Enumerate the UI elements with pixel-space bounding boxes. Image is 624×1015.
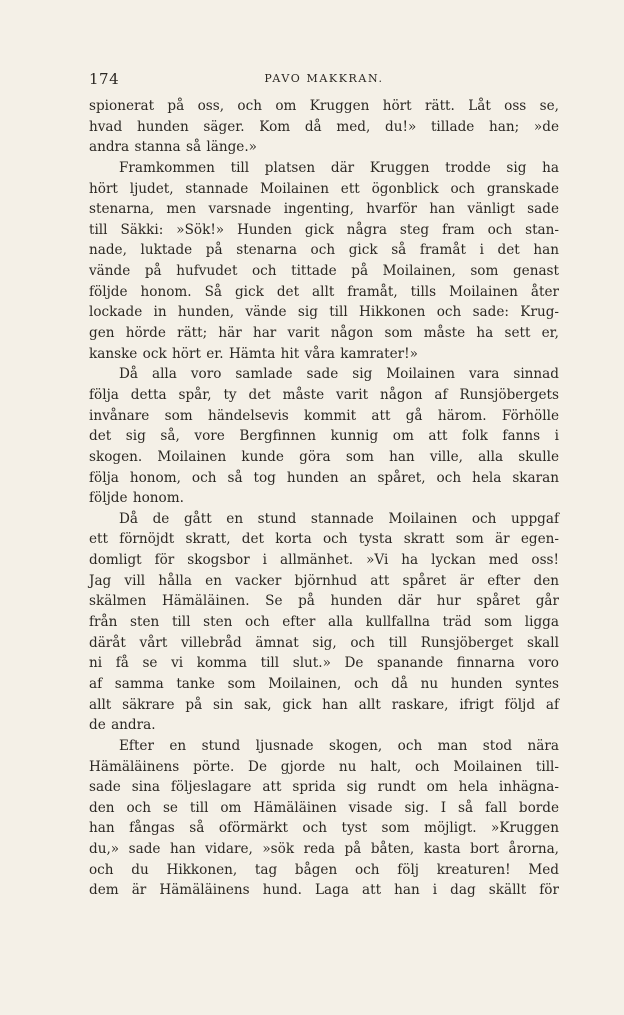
text-line: spionerat på oss, och om Kruggen hört rätt. Låt oss se, [89,98,559,114]
page-number: 174 [89,70,120,88]
text-line: kanske ock hört er. Hämta hit våra kamrater!» [89,345,418,362]
text-line: följde honom. [89,490,184,507]
text-line: vände på hufvudet och tittade på Moilainen, som genast [89,263,559,280]
text-line: från sten till sten och efter alla kullfallna träd som ligga [89,614,559,631]
text-line: Hämäläinens pörte. De gjorde nu halt, och Moilainen till- [89,758,559,775]
body-text [89,96,559,901]
text-line: den och se till om Hämäläinen visade sig. I så fall borde [89,799,559,816]
text-line: domligt för skogsbor i allmänhet. »Vi ha lyckan med oss! [89,552,559,569]
text-line: följa honom, och så tog hunden an spåret, och hela skaran [89,469,559,486]
running-title: PAVO MAKKRAN. [264,72,384,85]
text-line: ett förnöjdt skratt, det korta och tysta skratt som är egen- [89,531,559,548]
text-line: hört ljudet, stannade Moilainen ett ögonblick och granskade [89,180,559,197]
text-line: af samma tanke som Moilainen, och då nu hunden syntes [89,675,559,692]
text-line: hvad hunden säger. Kom då med, du!» tillade han; »de [89,118,559,135]
text-line: följa detta spår, ty det måste varit någon af Runsjöbergets [89,386,559,403]
text-line: Framkommen till platsen där Kruggen trodde sig ha [119,159,559,176]
text-line: stenarna, men varsnade ingenting, hvarför han vänligt sade [89,201,559,218]
text-line: nade, luktade på stenarna och gick så framåt i det han [89,242,559,259]
text-line: Efter en stund ljusnade skogen, och man stod nära [119,737,559,754]
text-line: du,» sade han vidare, »sök reda på båten, kasta bort årorna, [89,841,559,858]
text-line: följde honom. Så gick det allt framåt, tills Moilainen åter [89,283,559,300]
text-line: till Säkki: »Sök!» Hunden gick några steg fram och stan- [89,221,559,238]
text-line: invånare som händelsevis kommit att gå härom. Förhölle [89,407,559,424]
text-line: Jag vill hålla en vacker björnhud att spåret är efter den [89,572,559,589]
page-header [89,70,559,90]
text-line: han fångas så oförmärkt och tyst som möjligt. »Kruggen [89,820,559,837]
text-line: andra stanna så länge.» [89,139,257,156]
text-line: gen hörde rätt; här har varit någon som måste ha sett er, [89,325,559,342]
text-line: däråt vårt villebråd ämnat sig, och till Runsjöberget skall [89,634,559,651]
text-line: Då de gått en stund stannade Moilainen och uppgaf [119,510,559,527]
text-line: sade sina följeslagare att sprida sig rundt om hela inhägna- [89,779,559,796]
text-line: ni få se vi komma till slut.» De spanande finnarna voro [89,655,559,672]
text-line: lockade in hunden, vände sig till Hikkonen och sade: Krug- [89,304,559,321]
text-line: skälmen Hämäläinen. Se på hunden där hur spåret går [89,593,559,610]
text-line: de andra. [89,717,156,734]
text-line: allt säkrare på sin sak, gick han allt raskare, ifrigt följd af [89,696,559,713]
text-line: dem är Hämäläinens hund. Laga att han i dag skällt för [89,882,559,899]
text-line: det sig så, vore Bergfinnen kunnig om att folk fanns i [89,428,559,445]
text-line: Då alla voro samlade sade sig Moilainen vara sinnad [119,366,559,383]
text-line: skogen. Moilainen kunde göra som han ville, alla skulle [89,448,559,465]
text-line: och du Hikkonen, tag bågen och följ kreaturen! Med [89,861,559,878]
